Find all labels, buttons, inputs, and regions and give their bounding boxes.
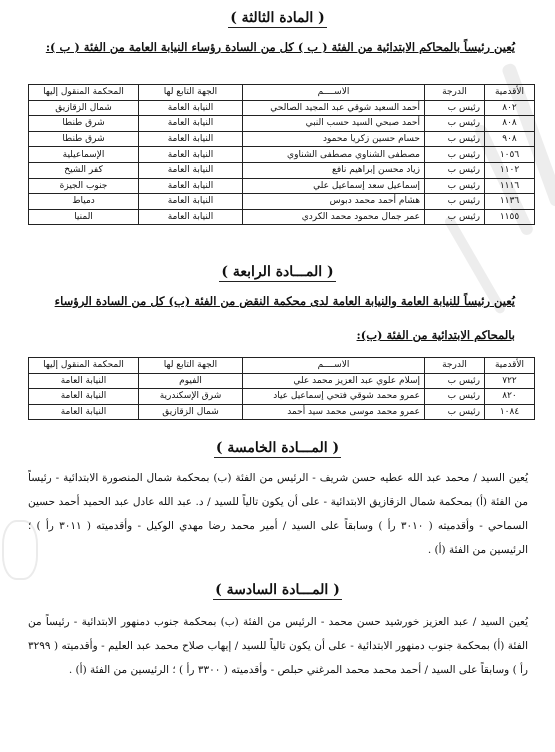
cell-seniority: ١١٣٦: [485, 194, 535, 210]
cell-court: جنوب الجيزة: [29, 178, 139, 194]
header-body: الجهة التابع لها: [139, 358, 243, 374]
table-row: [29, 147, 535, 163]
cell-grade: رئيس ب: [425, 389, 485, 405]
header-court: المحكمة المنقول إليها: [29, 85, 139, 101]
cell-name: هشام أحمد محمد دبوس: [243, 194, 425, 210]
cell-grade: رئيس ب: [425, 404, 485, 420]
cell-grade: رئيس ب: [425, 373, 485, 389]
cell-body: الفيوم: [139, 373, 243, 389]
header-body: الجهة التابع لها: [139, 85, 243, 101]
cell-seniority: ١١١٦: [485, 178, 535, 194]
cell-body: النيابة العامة: [139, 116, 243, 132]
cell-court: كفر الشيخ: [29, 162, 139, 178]
cell-seniority: ٨٢٠: [485, 389, 535, 405]
article-4-title: ( المـــادة الرابعة ): [221, 264, 334, 280]
cell-grade: رئيس ب: [425, 162, 485, 178]
cell-body: النيابة العامة: [139, 194, 243, 210]
cell-seniority: ٩٠٨: [485, 131, 535, 147]
article-4-lead-line-1: يُعين رئيساً للنيابة العامة والنيابة العامة لدى محكمة النقض من الفئة (ب) كل من السادة الرؤساء: [54, 294, 515, 308]
cell-seniority: ١١٠٢: [485, 162, 535, 178]
cell-body: النيابة العامة: [139, 209, 243, 225]
cell-name: عمر جمال محمود محمد الكردي: [243, 209, 425, 225]
table-row: [29, 178, 535, 194]
header-court: المحكمة المنقول إليها: [29, 358, 139, 374]
table-row: [29, 404, 535, 420]
cell-grade: رئيس ب: [425, 178, 485, 194]
cell-court: النيابة العامة: [29, 389, 139, 405]
cell-grade: رئيس ب: [425, 100, 485, 116]
article-4-lead-line-2: بالمحاكم الابتدائية من الفئة (ب):: [356, 328, 515, 342]
article-4-table: [28, 357, 535, 420]
cell-grade: رئيس ب: [425, 194, 485, 210]
cell-court: النيابة العامة: [29, 373, 139, 389]
header-grade: الدرجة: [425, 85, 485, 101]
table-header-row: [29, 85, 535, 101]
cell-body: شمال الزقازيق: [139, 404, 243, 420]
article-5-title: ( المـــادة الخامسة ): [215, 440, 340, 456]
cell-court: النيابة العامة: [29, 404, 139, 420]
cell-body: النيابة العامة: [139, 162, 243, 178]
cell-name: أحمد السعيد شوقي عبد المجيد الصالحي: [243, 100, 425, 116]
cell-seniority: ٨٠٢: [485, 100, 535, 116]
cell-name: إسلام علوي عبد العزيز محمد علي: [243, 373, 425, 389]
cell-name: إسماعيل سعد إسماعيل علي: [243, 178, 425, 194]
cell-body: النيابة العامة: [139, 100, 243, 116]
cell-body: النيابة العامة: [139, 178, 243, 194]
cell-body: النيابة العامة: [139, 147, 243, 163]
header-name: الاســــم: [243, 85, 425, 101]
article-3-lead: يُعين رئيساً بالمحاكم الابتدائية من الفئة ( ب ) كل من السادة رؤساء النيابة العامة من الفئة ( ب ):: [45, 40, 515, 54]
article-3-table: [28, 84, 535, 225]
article-5-text: يُعين السيد / محمد عبد الله عطيه حسن شريف - الرئيس من الفئة (ب) بمحكمة شمال المنصورة الابتدائية - رئيساً من الفئة (أ) بمحكمة شمال الزقازيق الابتدائية - على أن يكون تالياً للسيد / د. عبد الله عادل عبد الحميد أحمد حسين السماحي - وأقدميته ( ٣٠١٠ رأ ) وسابقاً على السيد / أمير محمد رضا مهدي الوكيل - وأقدميته ( ٣٠١١ رأ ) ؛ الرئيسين من الفئة (أ) .: [28, 472, 528, 556]
cell-court: الإسماعيلية: [29, 147, 139, 163]
table-row: [29, 162, 535, 178]
table-row: [29, 116, 535, 132]
table-row: [29, 389, 535, 405]
cell-body: النيابة العامة: [139, 131, 243, 147]
cell-grade: رئيس ب: [425, 209, 485, 225]
cell-court: شرق طنطا: [29, 131, 139, 147]
table-row: [29, 131, 535, 147]
cell-grade: رئيس ب: [425, 147, 485, 163]
cell-name: أحمد صبحي السيد حسب النبي: [243, 116, 425, 132]
cell-seniority: ١٠٥٦: [485, 147, 535, 163]
cell-seniority: ١٠٨٤: [485, 404, 535, 420]
cell-court: شرق طنطا: [29, 116, 139, 132]
table-row: [29, 209, 535, 225]
table-header-row: [29, 358, 535, 374]
table-row: [29, 100, 535, 116]
cell-name: زياد محسن إبراهيم نافع: [243, 162, 425, 178]
table-row: [29, 194, 535, 210]
cell-name: حسام حسين زكريا محمود: [243, 131, 425, 147]
article-6-text: يُعين السيد / عبد العزيز خورشيد حسن محمد - الرئيس من الفئة (ب) بمحكمة جنوب دمنهور الابتدائية - رئيساً من الفئة (أ) بمحكمة جنوب دمنهور الابتدائية - على أن يكون تالياً للسيد / إيهاب صلاح محمد عبد العليم - وأقدميته ( ٣٢٩٩ رأ ) وسابقاً على السيد / أحمد محمد محمد المرغني حبلص - وأقدميته ( ٣٣٠٠ رأ ) ؛ الرئيسين من الفئة (أ) .: [28, 616, 528, 676]
header-name: الاســــم: [243, 358, 425, 374]
cell-body: شرق الإسكندرية: [139, 389, 243, 405]
cell-seniority: ٨٠٨: [485, 116, 535, 132]
cell-grade: رئيس ب: [425, 131, 485, 147]
article-3-title: ( المادة الثالثة ): [230, 10, 325, 26]
cell-seniority: ٧٢٢: [485, 373, 535, 389]
cell-court: دمياط: [29, 194, 139, 210]
cell-name: عمرو محمد موسى محمد سيد أحمد: [243, 404, 425, 420]
header-grade: الدرجة: [425, 358, 485, 374]
article-6-title: ( المـــادة السادسة ): [215, 582, 340, 598]
cell-name: عمرو محمد شوقي فتحي إسماعيل عياد: [243, 389, 425, 405]
cell-court: شمال الزقازيق: [29, 100, 139, 116]
table-row: [29, 373, 535, 389]
cell-seniority: ١١٥٥: [485, 209, 535, 225]
cell-name: مصطفى الشناوي مصطفى الشناوي: [243, 147, 425, 163]
header-seniority: الأقدمية: [485, 358, 535, 374]
cell-court: المنيا: [29, 209, 139, 225]
header-seniority: الأقدمية: [485, 85, 535, 101]
cell-grade: رئيس ب: [425, 116, 485, 132]
